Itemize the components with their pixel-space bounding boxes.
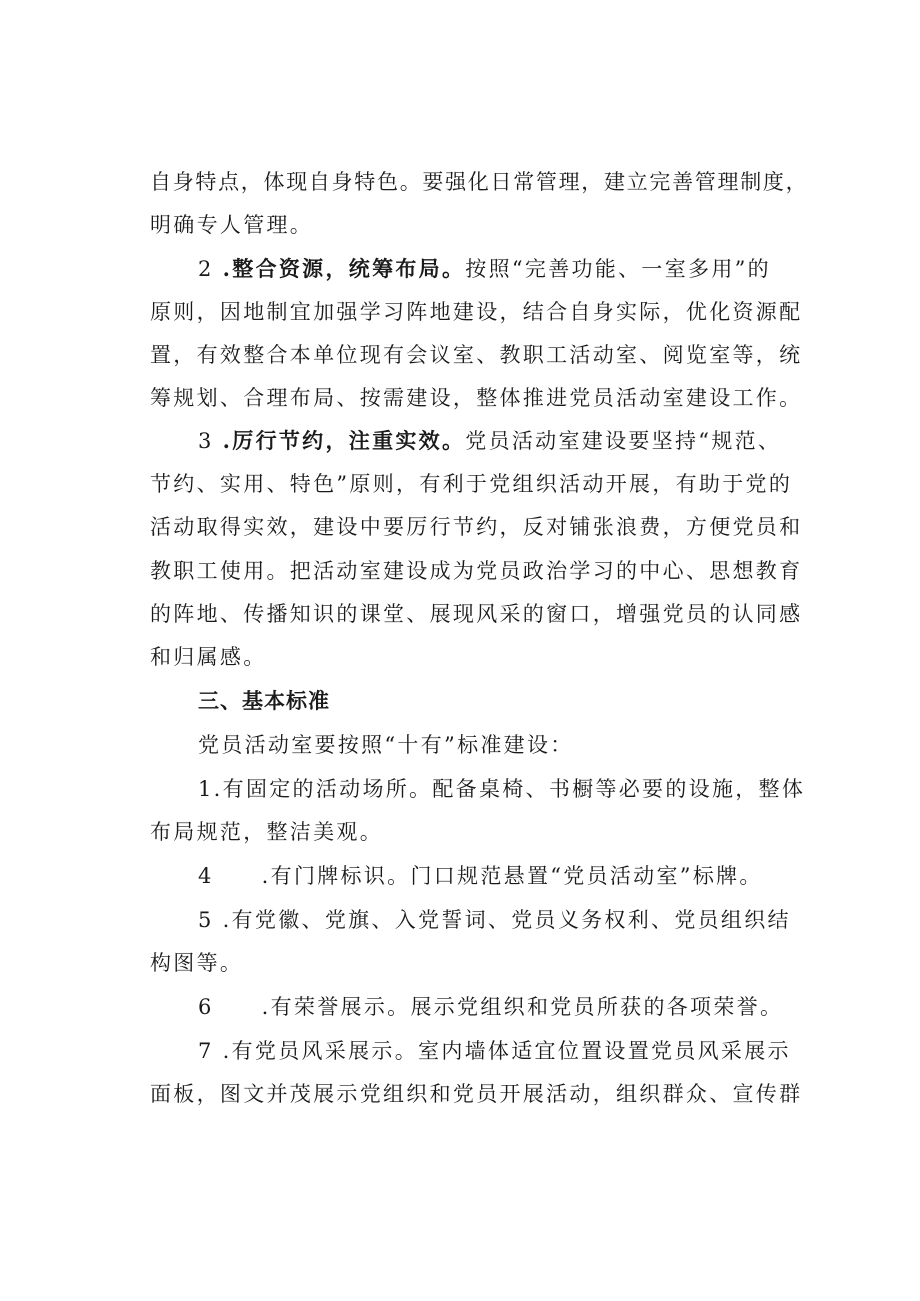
item-number: 5: [198, 908, 214, 932]
paragraph-line: 明确专人管理。: [150, 213, 314, 237]
paragraph-line: 活动取得实效，建设中要厉行节约，反对铺张浪费，方便党员和: [150, 515, 803, 539]
paragraph-line: 节约、实用、特色”原则，有利于党组织活动开展，有助于党的: [150, 472, 793, 496]
item-title: .厉行节约，注重实效。: [222, 428, 466, 453]
paragraph-line: 筹规划、合理布局、按需建设，整体推进党员活动室建设工作。: [150, 386, 803, 410]
item-title: .整合资源，统筹布局。: [222, 256, 466, 281]
item-number: 3: [198, 429, 214, 453]
paragraph-line: 置，有效整合本单位现有会议室、教职工活动室、阅览室等，统: [150, 343, 803, 367]
item-2-line: 2 .整合资源，统筹布局。按照“完善功能、一室多用”的: [198, 256, 771, 281]
paragraph-line: 的阵地、传播知识的课堂、展现风采的窗口，增强党员的认同感: [150, 602, 803, 626]
paragraph-line: 构图等。: [150, 951, 244, 975]
item-number: 1: [198, 777, 214, 801]
paragraph-line: 面板，图文并茂展示党组织和党员开展活动，组织群众、宣传群: [150, 1082, 803, 1106]
section-intro: 党员活动室要按照“十有”标准建设：: [198, 733, 574, 757]
standard-6-line: 6 .有荣誉展示。展示党组织和党员所获的各项荣誉。: [198, 995, 784, 1019]
item-3-line: 3 .厉行节约，注重实效。党员活动室建设要坚持“规范、: [198, 428, 782, 453]
standard-4-line: 4 .有门牌标识。门口规范悬置“党员活动室”标牌。: [198, 864, 763, 888]
item-number: 7: [198, 1039, 214, 1063]
paragraph-line: 布局规范，整洁美观。: [150, 820, 383, 844]
paragraph-line: 和归属感。: [150, 645, 267, 669]
item-number: 2: [198, 257, 214, 281]
standard-1-line: 1.有固定的活动场所。配备桌椅、书橱等必要的设施，整体: [198, 777, 806, 801]
standard-5-line: 5 .有党徽、党旗、入党誓词、党员义务权利、党员组织结: [198, 908, 791, 932]
item-number: 6: [198, 995, 214, 1019]
paragraph-line: 教职工使用。把活动室建设成为党员政治学习的中心、思想教育: [150, 559, 803, 583]
item-number: 4: [198, 864, 214, 888]
paragraph-line: 自身特点，体现自身特色。要强化日常管理，建立完善管理制度，: [150, 170, 809, 194]
section-heading: 三、基本标准: [198, 689, 330, 713]
standard-7-line: 7 .有党员风采展示。室内墙体适宜位置设置党员风采展示: [198, 1039, 791, 1063]
paragraph-line: 原则，因地制宜加强学习阵地建设，结合自身实际，优化资源配: [150, 300, 803, 324]
